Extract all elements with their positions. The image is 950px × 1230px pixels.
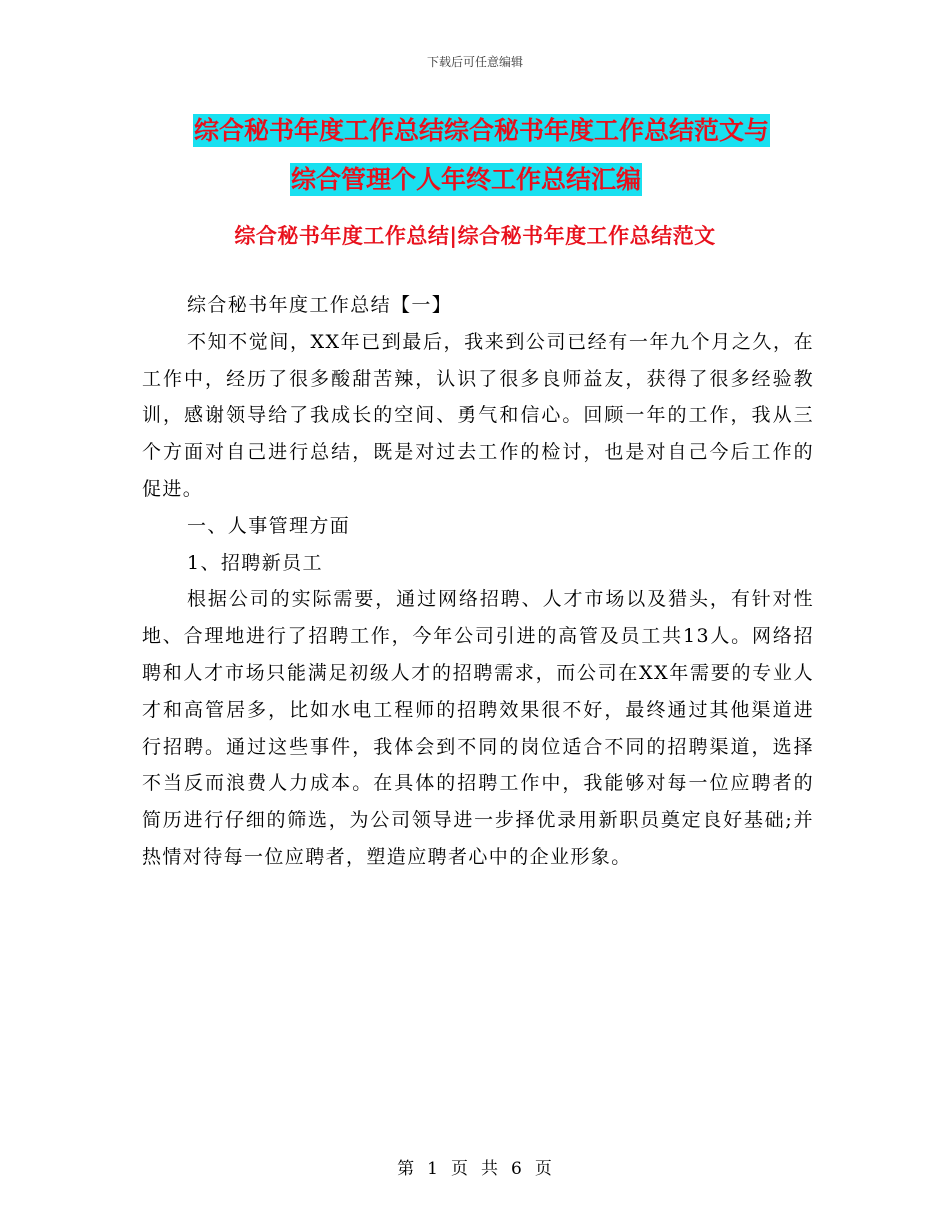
paragraph-heading: 综合秘书年度工作总结【一】 <box>187 294 453 316</box>
footer-total-unit: 页 <box>534 1159 553 1179</box>
section-heading: 一、人事管理方面 <box>187 514 351 537</box>
footer-total-pages: 6 <box>511 1159 523 1179</box>
title-line-2-text: 综合管理个人年终工作总结汇编 <box>291 165 642 194</box>
footer-page-number: 1 <box>427 1159 439 1179</box>
footer-page-label: 第 <box>397 1159 416 1179</box>
title-line-1-text: 综合秘书年度工作总结综合秘书年度工作总结范文与 <box>194 116 770 145</box>
header-note: 下载后可任意编辑 <box>426 55 523 69</box>
paragraph: 不知不觉间，XX年已到最后，我来到公司已经有一年九个月之久，在工作中，经历了很多酸甜苦辣，认识了很多良师益友，获得了很多经验教训，感谢领导给了我成长的空间、勇气和信心。回顾一年的工作，我从三个方面对自己进行总结，既是对过去工作的检讨，也是对自己今后工作的促进。 <box>142 330 814 500</box>
subsection-heading: 1、招聘新员工 <box>187 551 323 574</box>
title-line-2 <box>140 157 860 203</box>
title-line-1 <box>140 108 860 154</box>
section-subtitle: 综合秘书年度工作总结|综合秘书年度工作总结范文 <box>234 224 716 248</box>
document-body <box>142 287 814 876</box>
document-title <box>140 108 860 203</box>
footer-page-unit: 页 <box>451 1159 469 1179</box>
page-footer <box>0 1154 950 1179</box>
paragraph: 根据公司的实际需要，通过网络招聘、人才市场以及猎头，有针对性地、合理地进行了招聘工作，今年公司引进的高管及员工共13人。网络招聘和人才市场只能满足初级人才的招聘需求，而公司在XX年需要的专业人才和高管居多，比如水电工程师的招聘效果很不好，最终通过其他渠道进行招聘。通过这些事件，我体会到不同的岗位适合不同的招聘渠道，选择不当反而浪费人力成本。在具体的招聘工作中，我能够对每一位应聘者的简历进行仔细的筛选，为公司领导进一步择优录用新职员奠定良好基础;并热情对待每一位应聘者，塑造应聘者心中的企业形象。 <box>142 588 814 868</box>
footer-total-label: 共 <box>481 1159 499 1179</box>
